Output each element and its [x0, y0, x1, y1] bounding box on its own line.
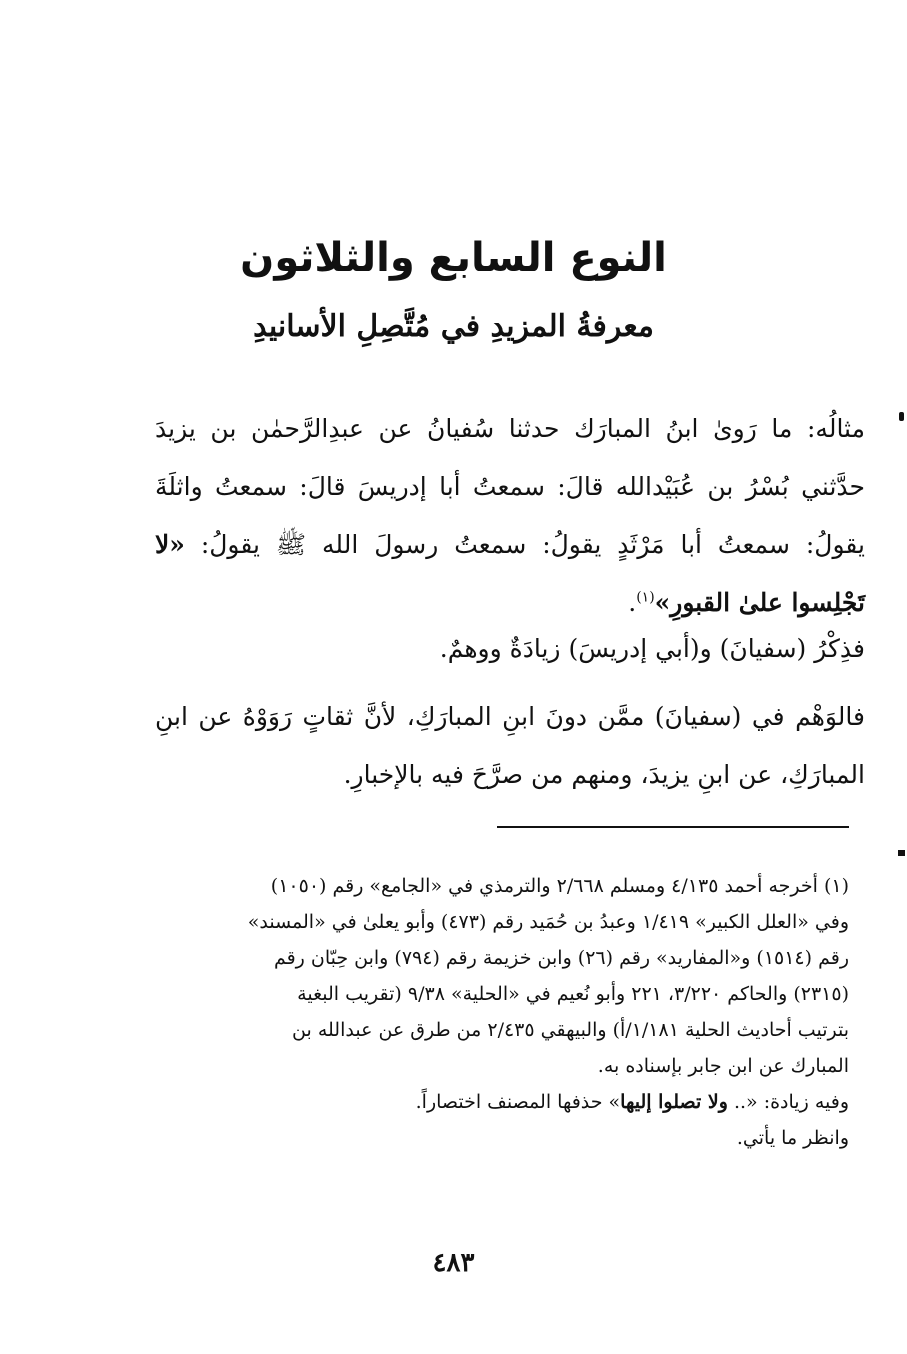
- margin-mark: [899, 412, 904, 421]
- footnote-line: (١) أخرجه أحمد ٤/١٣٥ ومسلم ٢/٦٦٨ والترمذي في «الجامع» رقم (١٠٥٠): [270, 875, 849, 897]
- footnotes: [149, 868, 849, 1156]
- footnote-line: بترتيب أحاديث الحلية ١/١٨١/أ) والبيهقي ٢/٤٣٥ من طرق عن عبدالله بن: [292, 1019, 849, 1041]
- paragraph-addition: فذِكْرُ (سفيانَ) و(أبي إدريسَ) زيادَةٌ ووهمٌ.: [439, 634, 865, 663]
- footnote-line: رقم (١٥١٤) و«المفاريد» رقم (٢٦) وابن خزيمة رقم (٧٩٤) وابن حِبّان رقم: [273, 947, 849, 969]
- chapter-title: النوع السابع والثلاثون: [240, 235, 667, 281]
- page-number: ٤٨٣: [432, 1248, 475, 1278]
- hadith-quote: «لا تَجْلِسوا علىٰ القبورِ»: [155, 530, 865, 617]
- footnote-line: وفي «العلل الكبير» ١/٤١٩ وعبدُ بن حُمَيد رقم (٤٧٣) وأبو يعلىٰ في «المسند»: [247, 911, 849, 933]
- example-text: مثالُه: ما رَوىٰ ابنُ المبارَك حدثنا سُفيانُ عن عبدِالرَّحمٰن بن يزيدَ حدَّثني بُسْرُ بن عُبَيْدالله قالَ: سمعتُ أبا إدريسَ قالَ: سمعتُ واثلَةَ يقولُ: سمعتُ أبا مَرْثَدٍ يقولُ: سمعتُ رسولَ الله ﷺ يقولُ:: [155, 414, 865, 559]
- margin-mark: [898, 850, 905, 856]
- paragraph-example: [155, 400, 865, 632]
- footnote-line: المبارك عن ابن جابر بإسناده به.: [597, 1055, 849, 1077]
- chapter-subtitle: معرفةُ المزيدِ في مُتَّصِلِ الأسانيدِ: [253, 309, 654, 344]
- footnote-line: (٢٣١٥) والحاكم ٣/٢٢٠، ٢٢١ وأبو نُعيم في «الحلية» ٩/٣٨ (تقريب البغية: [297, 983, 849, 1005]
- footnote-addition-line: [149, 1084, 849, 1120]
- footnote-addition-bold: ولا تصلوا إليها: [620, 1091, 728, 1113]
- example-end: .: [628, 588, 637, 617]
- footnote-addition-prefix: وفيه زيادة: «..: [727, 1091, 849, 1113]
- footnote-addition-suffix: » حذفها المصنف اختصاراً.: [415, 1091, 621, 1113]
- footnote-divider: [497, 826, 849, 828]
- paragraph-error: فالوَهْم في (سفيانَ) ممَّن دونَ ابنِ المبارَكِ، لأنَّ ثقاتٍ رَوَوْهُ عن ابنِ المبارَكِ، عن ابنِ يزيدَ، ومنهم من صرَّحَ فيه بالإخبارِ.: [155, 702, 865, 789]
- footnote-ref[interactable]: (١): [636, 589, 655, 606]
- footnote-see-also: وانظر ما يأتي.: [736, 1127, 849, 1149]
